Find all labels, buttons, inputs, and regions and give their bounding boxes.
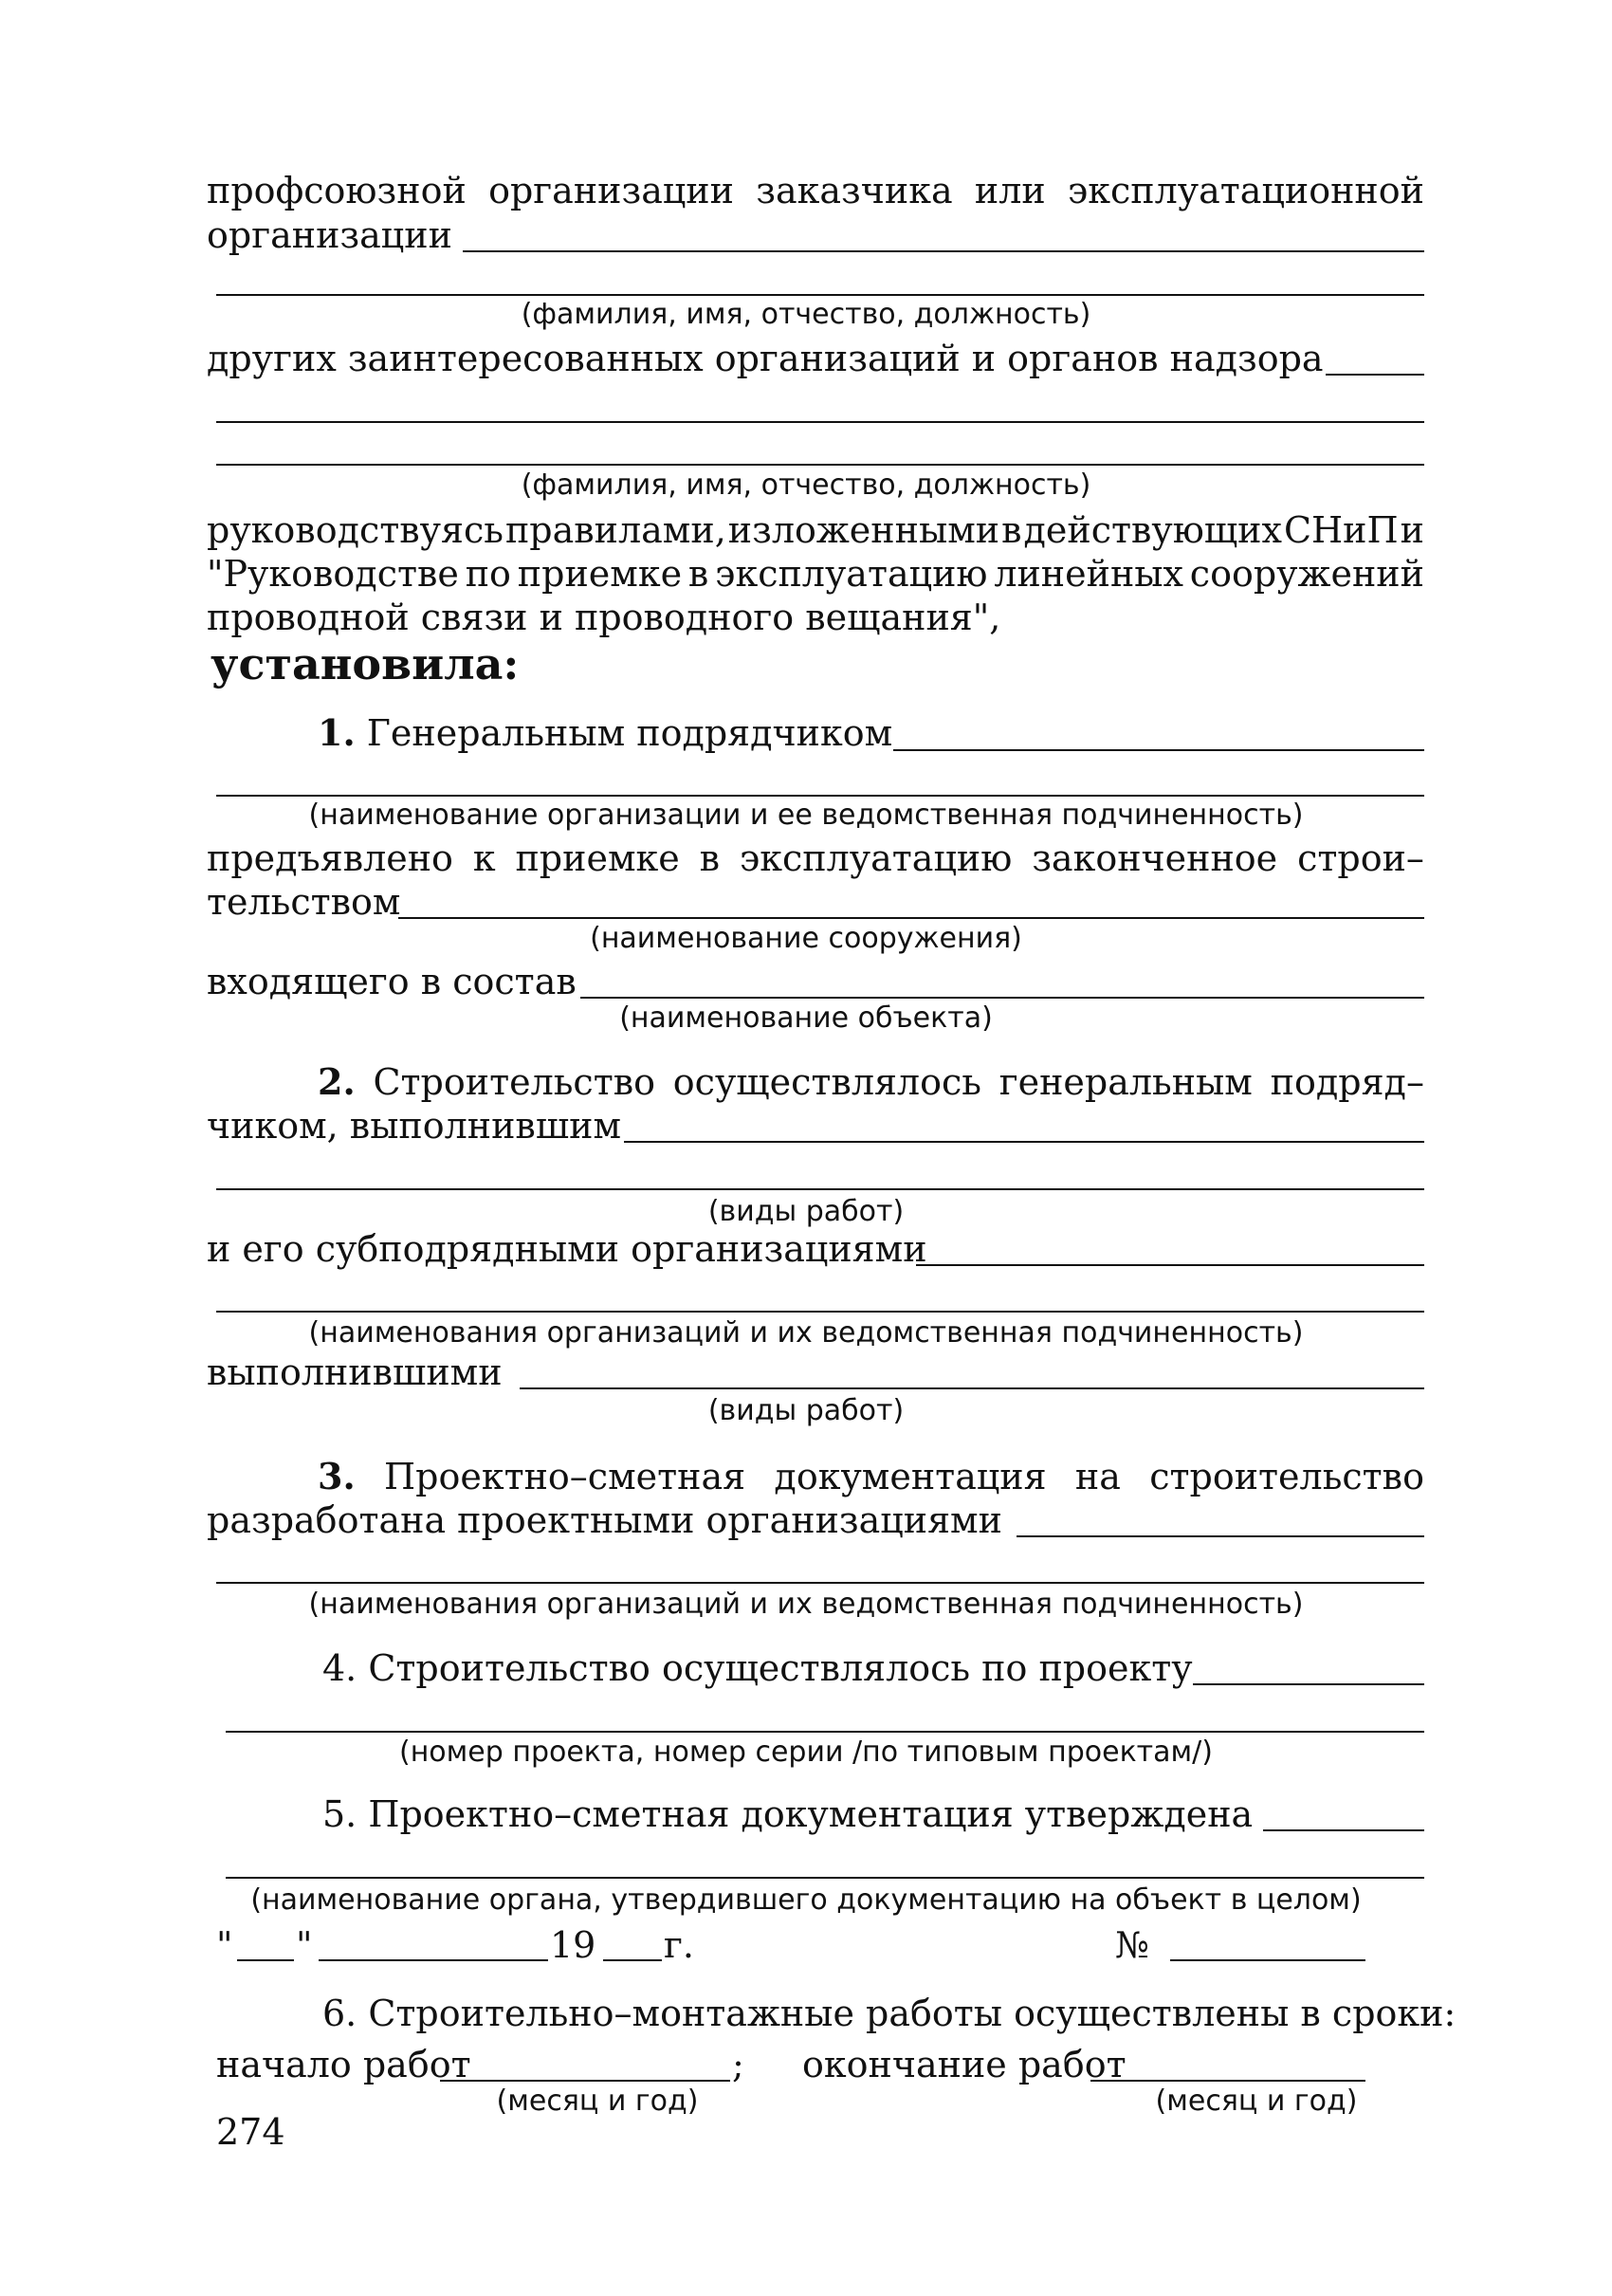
item1-caption-object: (наименование объекта) (619, 1001, 993, 1035)
word: организации (488, 170, 734, 211)
word: эксплуатационной (1067, 170, 1424, 211)
fill-line (216, 421, 1424, 423)
separator: ; (732, 2044, 744, 2085)
fill-line (463, 250, 1424, 252)
word: эксплуатацию (715, 553, 988, 595)
word: строи– (1297, 837, 1424, 879)
item1-text: Генеральным подрядчиком (366, 712, 893, 754)
number-sign: № (1115, 1924, 1149, 1966)
page-number: 274 (216, 2111, 285, 2153)
word: в (1001, 509, 1022, 551)
word: "Руководстве (207, 553, 459, 595)
guided-line-2 (207, 552, 1424, 596)
item3-line2: разработана проектными организациями (207, 1499, 1002, 1541)
guided-line-3: проводной связи и проводного вещания", (207, 597, 1001, 638)
item2-caption-works-2: (виды работ) (707, 1394, 905, 1427)
item1-number: 1. (318, 711, 356, 754)
word: на (1074, 1456, 1121, 1497)
fill-line (216, 795, 1424, 797)
section-heading: установила: (211, 638, 520, 689)
word: заказчика (756, 170, 953, 211)
fill-line (216, 1188, 1424, 1190)
word: предъявлено (207, 837, 453, 879)
caption-fio-1: (фамилия, имя, отчество, должность) (521, 298, 1091, 331)
end-label: окончание работ (802, 2044, 1127, 2085)
fill-line (1090, 2080, 1365, 2082)
fill-line (1326, 374, 1424, 376)
word: приемке (517, 553, 683, 595)
item1-line (318, 711, 892, 755)
word: сооружений (1189, 553, 1424, 595)
word: законченное (1032, 837, 1278, 879)
word: документация (774, 1456, 1047, 1497)
word: генеральным (998, 1061, 1253, 1103)
date-year-prefix: 19 (550, 1924, 596, 1966)
fill-line (216, 1582, 1424, 1584)
fill-line (398, 917, 1424, 919)
word: Проектно–сметная (383, 1456, 746, 1497)
fill-line (1263, 1829, 1424, 1831)
item5-line: 5. Проектно–сметная документация утверждена (322, 1793, 1254, 1835)
fill-line (520, 1387, 1424, 1389)
word: изложенными (727, 509, 1000, 551)
start-label: начало работ (216, 2044, 471, 2085)
fill-line (624, 1141, 1424, 1143)
word: по (465, 553, 511, 595)
item2-line3: и его субподрядными организациями (207, 1228, 927, 1270)
fill-line (1170, 1959, 1365, 1961)
word: линейных (994, 553, 1183, 595)
fill-line (216, 464, 1424, 466)
item2-caption-orgs: (наименования организаций и их ведомственная подчиненность) (308, 1316, 1304, 1350)
word: 2. (318, 1060, 356, 1103)
fill-line (237, 1959, 294, 1961)
item5-caption: (наименование органа, утвердившего документацию на объект в целом) (250, 1883, 1362, 1917)
fill-line (440, 2080, 730, 2082)
item1-line2: тельством (207, 881, 401, 923)
item3-caption: (наименования организаций и их ведомственная подчиненность) (308, 1588, 1304, 1621)
item2-line4: выполнившими (207, 1351, 503, 1393)
word: эксплуатацию (739, 837, 1013, 879)
item6-line: 6. Строительно–монтажные работы осуществлены в сроки: (322, 1993, 1456, 2034)
word: профсоюзной (207, 170, 467, 211)
item2-line1 (318, 1060, 1424, 1104)
word: правилами, (504, 509, 726, 551)
start-caption: (месяц и год) (496, 2085, 699, 2118)
word: приемке (515, 837, 680, 879)
fill-line (1193, 1683, 1424, 1685)
fill-line (893, 749, 1424, 751)
word: действующих (1023, 509, 1282, 551)
item2-caption-works: (виды работ) (707, 1195, 905, 1228)
caption-fio-2: (фамилия, имя, отчество, должность) (521, 468, 1091, 502)
fill-line (1017, 1535, 1424, 1537)
fill-line (226, 1877, 1424, 1879)
end-caption: (месяц и год) (1155, 2085, 1358, 2118)
item4-line: 4. Строительство осуществлялось по проекту (322, 1647, 1193, 1689)
item1-presented-line (207, 836, 1424, 880)
word: 3. (318, 1455, 356, 1497)
item3-line1 (318, 1455, 1424, 1498)
item2-line2: чиком, выполнившим (207, 1105, 622, 1147)
other-orgs-line: других заинтересованных организаций и органов надзора (207, 338, 1324, 379)
item1-caption-org: (наименование организации и ее ведомственная подчиненность) (308, 799, 1304, 832)
fill-line (580, 997, 1424, 999)
word: руководствуясь (207, 509, 504, 551)
fill-line (216, 1311, 1424, 1313)
word: в (699, 837, 721, 879)
word: строительство (1149, 1456, 1424, 1497)
word: подряд– (1270, 1061, 1424, 1103)
fill-line (603, 1959, 662, 1961)
guided-line-1 (207, 508, 1424, 552)
word: Строительство (373, 1061, 655, 1103)
date-quote-open: " (216, 1924, 233, 1966)
word: или (974, 170, 1046, 211)
item1-line3: входящего в состав (207, 961, 577, 1002)
word: СНиП (1283, 509, 1399, 551)
fill-line (319, 1959, 548, 1961)
intro-line-1 (207, 169, 1424, 212)
fill-line (216, 294, 1424, 296)
word: и (1400, 509, 1424, 551)
item4-caption: (номер проекта, номер серии /по типовым проектам/) (398, 1736, 1213, 1769)
date-quote-close: " (296, 1924, 313, 1966)
fill-line (226, 1731, 1424, 1733)
word: в (687, 553, 709, 595)
intro-line-2: организации (207, 214, 452, 256)
word: осуществлялось (672, 1061, 981, 1103)
date-year-suffix: г. (664, 1924, 694, 1966)
fill-line (916, 1264, 1424, 1266)
item1-caption-structure: (наименование сооружения) (590, 922, 1022, 955)
word: к (472, 837, 496, 879)
